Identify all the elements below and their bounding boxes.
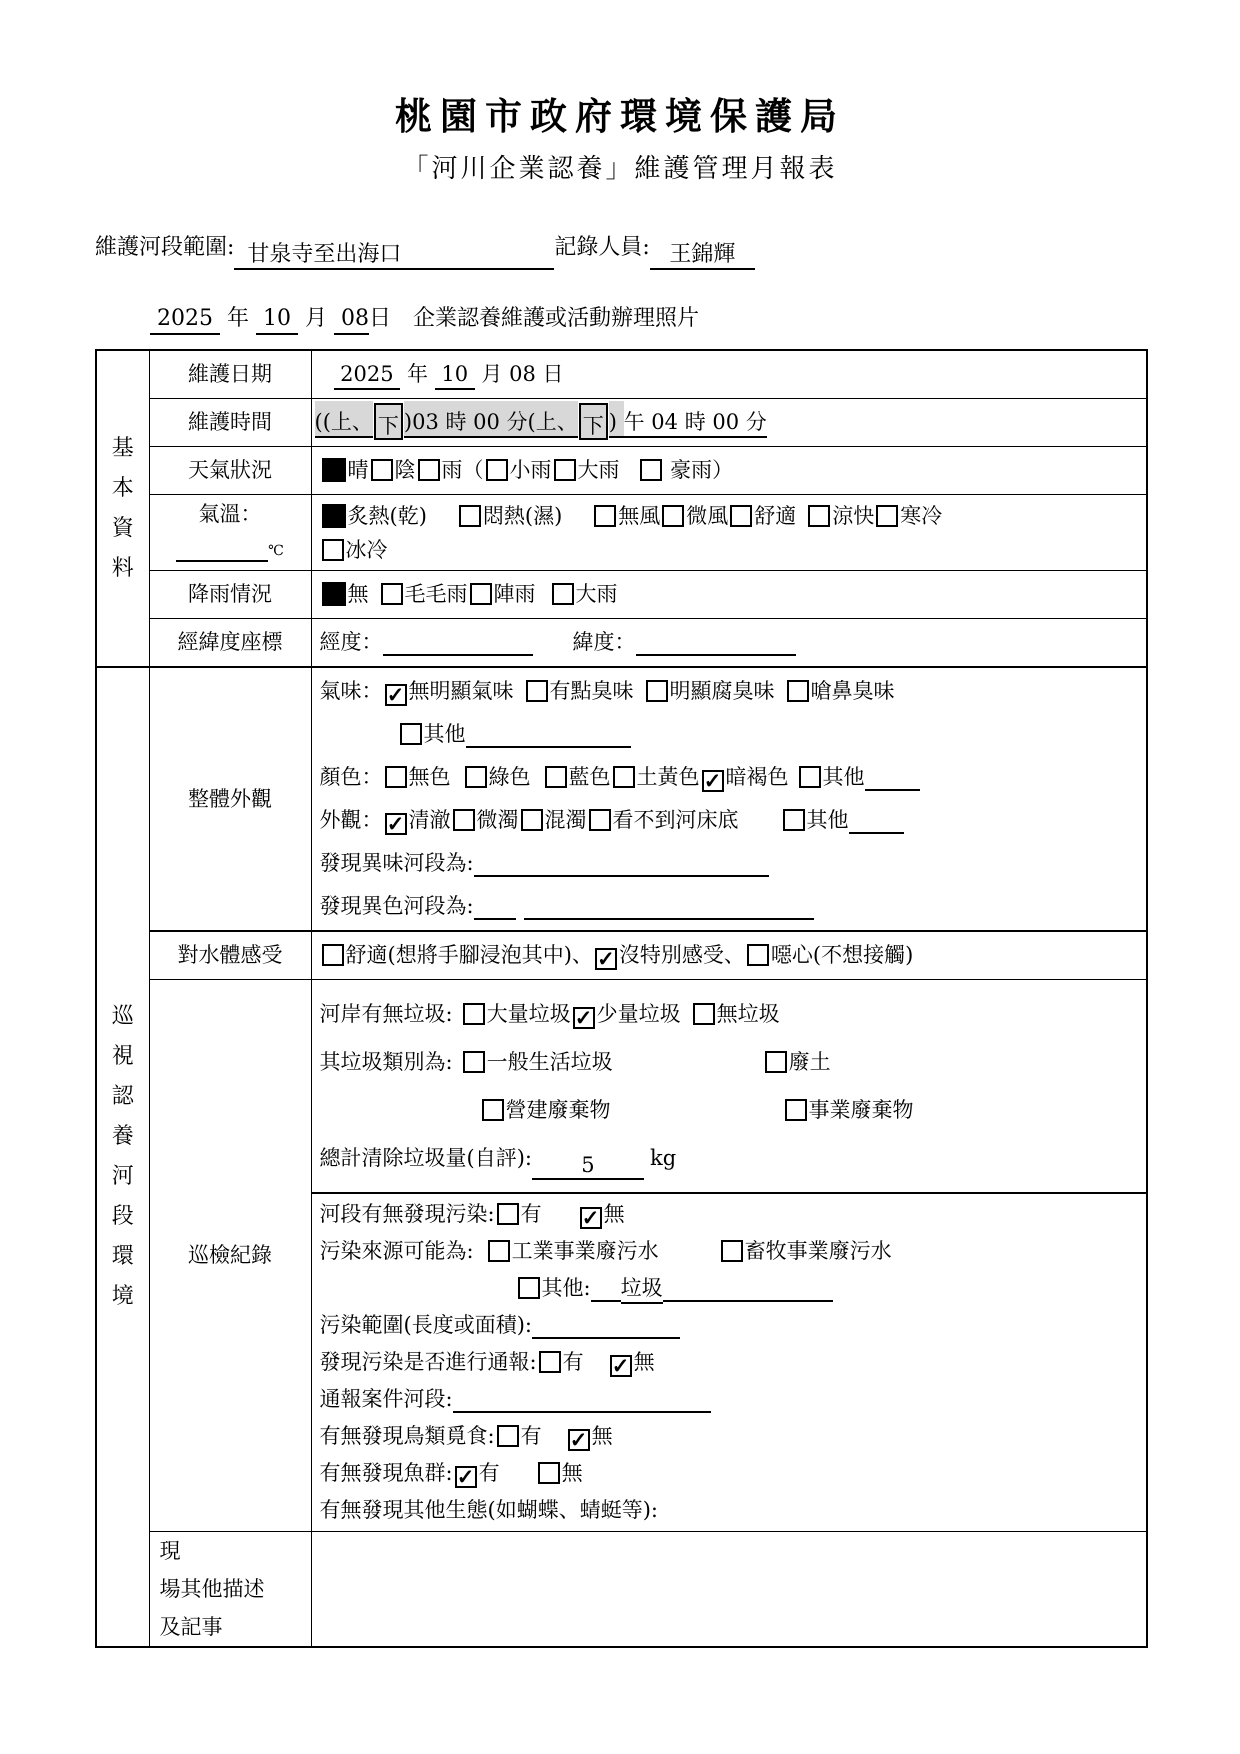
text-label: 噁心(不想接觸) [770,943,914,967]
row-label-coordinates [149,619,311,668]
page-title: 桃園市政府環境保護局 [395,94,845,138]
text-label: 有點臭味 [549,679,634,703]
text-label: 無 [347,582,369,606]
text-label: 有 [478,1460,500,1485]
spacer [531,783,543,784]
weather-overcast-checkbox[interactable] [371,459,393,481]
pollution-reported-yes-checkbox[interactable] [539,1351,561,1373]
trash-type-industrial-checkbox[interactable] [785,1099,807,1121]
row-label-temperature [149,495,311,571]
spacer [453,1068,461,1069]
text-label: 經度： [319,630,383,654]
appearance-clear-checkbox[interactable]: ✓ [385,813,407,835]
group-label-char: 視 [111,1043,134,1069]
text-label: 晴 [347,458,369,482]
text-label: 清澈 [408,808,451,832]
text-label: 污染範圍(長度或面積): [319,1312,532,1337]
row-label-maintain-time [149,399,311,447]
pollution-other-value: 垃圾 [621,1276,663,1304]
text-label: 一般生活垃圾 [486,1049,613,1074]
river-section-field[interactable]: 甘泉寺至出海口 [234,240,554,270]
color-blue-checkbox[interactable] [545,766,567,788]
text-label: 無 [633,1349,655,1374]
spacer [514,697,524,698]
text-label: 天氣狀況 [188,458,272,482]
trash-type-construction-checkbox[interactable] [482,1099,504,1121]
text-label: 午 04 時 00 分 [624,410,767,438]
text-label: 現 [159,1538,181,1563]
spacer [320,380,334,381]
group-label-char: 巡 [111,1003,134,1029]
text-label: 月 08 日 [474,362,564,386]
wind-none-checkbox[interactable] [594,505,616,527]
text-label: 氣溫： [198,502,262,526]
group-label-char: 本 [111,475,134,501]
text-label: 經緯度座標 [177,630,283,654]
group-label-char: 料 [111,555,134,581]
pollution-extent-field[interactable] [532,1309,680,1339]
trash-amount-field[interactable]: 5 [532,1150,644,1180]
report-table [95,349,1148,1648]
odor-pungent-checkbox[interactable] [787,680,809,702]
feel-nothing-special-checkbox[interactable]: ✓ [595,948,617,970]
maintain-month: 10 [435,362,475,390]
text-label: 畜牧事業廢污水 [744,1238,892,1263]
text-label: 暗褐色 [725,765,789,789]
spacer [542,1442,566,1443]
text-label: 發現異味河段為: [319,851,474,875]
text-label: 有無發現魚群: [319,1460,453,1485]
color-green-checkbox[interactable] [465,766,487,788]
spacer [474,1257,486,1258]
text-label: 豪雨） [663,458,734,482]
text-label: 其他 [822,765,865,789]
maintain-year: 2025 [334,362,401,390]
text-label: 無 [603,1201,625,1226]
row-content-patrol-record-pollution [311,1193,1147,1532]
row-label-site-notes [149,1531,311,1647]
text-label: 大雨 [577,458,620,482]
text-label: 河段有無發現污染: [319,1201,495,1226]
text-label: 看不到河床底 [612,808,739,832]
group-basic-info [96,350,149,667]
text-label: 緯度： [572,630,636,654]
spacer [584,1368,608,1369]
photo-year: 2025 [150,306,220,335]
feel-disgusted-checkbox[interactable] [747,944,769,966]
text-label: 綠色 [488,765,531,789]
group-label-char: 資 [111,515,134,541]
photo-date-line [150,297,1240,340]
text-label: 其他 [806,808,849,832]
wind-breeze-checkbox[interactable] [662,505,684,527]
spacer [789,783,797,784]
temp-cool-checkbox[interactable] [808,505,830,527]
text-label: 陣雨 [493,582,536,606]
fish-found-no-checkbox[interactable] [538,1462,560,1484]
spacer [796,522,806,523]
text-label: 及記事 [159,1614,223,1639]
pollution-source-other-checkbox[interactable] [518,1277,540,1299]
text-label: 有無發現其他生態(如蝴蝶、蜻蜓等): [319,1497,658,1522]
photo-caption: 日 企業認養維護或活動辦理照片 [368,306,699,331]
text-label: 雨（ [441,458,484,482]
text-label: 陰 [394,458,416,482]
appearance-other-field[interactable] [849,804,904,834]
text-label: 有 [520,1201,542,1226]
trash-type-household-checkbox[interactable] [463,1051,485,1073]
spacer [516,912,524,913]
temp-scorching-dry-checkbox[interactable] [322,504,346,528]
birds-found-yes-checkbox[interactable] [497,1425,519,1447]
row-label-water-feeling [149,931,311,980]
color-colorless-checkbox[interactable] [385,766,407,788]
color-section-field-2[interactable] [524,890,814,920]
text-label: 無 [591,1423,613,1448]
spacer [681,1020,691,1021]
row-label-patrol-record [149,980,311,1532]
text-label: 舒適 [754,503,797,528]
text-label: 土黃色 [636,765,700,789]
trash-none-checkbox[interactable] [693,1003,715,1025]
odor-other-checkbox[interactable] [400,723,422,745]
text-label: 場其他描述 [159,1576,265,1601]
text-label: 大量垃圾 [486,1001,571,1026]
rain-shower-checkbox[interactable] [470,583,492,605]
photo-month: 10 [256,306,298,335]
spacer [562,522,592,523]
recorder-label: 記錄人員: [554,235,650,260]
feel-comfortable-checkbox[interactable] [322,944,344,966]
pollution-other-field-lead[interactable] [591,1272,621,1302]
text-label: 冰冷 [345,537,388,562]
rain-none-checkbox[interactable] [322,582,346,606]
text-label: 污染來源可能為: [319,1238,474,1263]
spacer [500,1479,536,1480]
river-section-label: 維護河段範圍: [95,235,235,260]
trash-type-waste-soil-checkbox[interactable] [765,1051,787,1073]
spacer [451,783,463,784]
trash-large-checkbox[interactable] [463,1003,485,1025]
odor-rotten-checkbox[interactable] [646,680,668,702]
text-label: ((上、 [315,401,373,438]
color-other-checkbox[interactable] [799,766,821,788]
weather-rain-checkbox[interactable] [418,459,440,481]
spacer [320,740,398,741]
row-content-weather [311,447,1147,495]
spacer [659,1257,719,1258]
text-label: 少量垃圾 [596,1001,681,1026]
text-label: 毛毛雨 [404,582,468,606]
text-label: 氣味： [319,679,383,703]
row-label-maintain-date [149,350,311,399]
group-label-char: 河 [111,1163,134,1189]
text-label: 巡檢紀錄 [188,1242,272,1267]
color-dark-brown-checkbox[interactable]: ✓ [702,770,724,792]
group-label-char: 認 [111,1083,134,1109]
trash-small-checkbox[interactable]: ✓ [573,1007,595,1029]
row-content-overall-appearance [311,667,1147,931]
spacer [536,600,550,601]
text-label: 無垃圾 [716,1001,780,1026]
text-label: 小雨 [509,458,552,482]
text-label: 通報案件河段: [319,1386,453,1411]
group-patrol-environment [96,667,149,1647]
fish-found-yes-checkbox[interactable]: ✓ [455,1466,477,1488]
spacer [533,648,573,649]
text-label: 事業廢棄物 [808,1097,914,1122]
spacer [369,600,379,601]
text-label: 無色 [408,765,451,789]
text-label: 工業事業廢污水 [511,1238,659,1263]
weather-light-rain-checkbox[interactable] [486,459,508,481]
group-label-char: 環 [111,1243,134,1269]
group-label-char: 基 [111,435,134,461]
text-label: 涼快 [832,503,875,528]
row-label-overall-appearance [149,667,311,931]
text-label: 大雨 [575,582,618,606]
text-label: 嗆鼻臭味 [810,679,895,703]
spacer [453,1020,461,1021]
temperature-value-field[interactable] [176,532,268,562]
appearance-other-checkbox[interactable] [783,809,805,831]
row-content-coordinates [311,619,1147,668]
text-label: 微濁 [476,808,519,832]
odor-other-field[interactable] [466,718,631,748]
pollution-source-livestock-checkbox[interactable] [721,1240,743,1262]
reported-section-field[interactable] [453,1383,711,1413]
text-label: 營建廢棄物 [505,1097,611,1122]
text-label: 有無發現鳥類覓食: [319,1423,495,1448]
text-label: 維護日期 [188,362,272,386]
group-label-char: 養 [111,1123,134,1149]
boxed-char: 下 [374,403,403,440]
spacer [320,1294,516,1295]
latitude-field[interactable] [636,626,796,656]
group-label-char: 境 [111,1283,134,1309]
spacer [320,1116,480,1117]
text-label: 寒冷 [900,503,943,528]
spacer [634,697,644,698]
temp-comfortable-checkbox[interactable] [730,505,752,527]
header-fields [95,226,1240,270]
photo-day: 08 [334,306,369,335]
page-subtitle: 「河川企業認養」維護管理月報表 [402,154,838,184]
text-label: 藍色 [568,765,611,789]
text-label: 其他: [541,1275,591,1300]
text-label: 維護時間 [188,410,272,434]
text-label: 廢土 [788,1049,831,1074]
row-content-rainfall [311,571,1147,619]
text-label: 沒特別感受、 [618,943,745,967]
weather-torrential-rain-checkbox[interactable] [640,459,662,481]
spacer [775,697,785,698]
color-section-field-1[interactable] [474,890,516,920]
appearance-turbid-checkbox[interactable] [521,809,543,831]
color-yellow-brown-checkbox[interactable] [613,766,635,788]
pollution-found-no-checkbox[interactable]: ✓ [580,1207,602,1229]
pollution-source-industrial-checkbox[interactable] [488,1240,510,1262]
longitude-field[interactable] [383,626,533,656]
text-label: 微風 [686,503,729,528]
text-label: 外觀： [319,808,383,832]
row-content-site-notes [311,1531,1147,1647]
text-label: 無風 [618,503,661,528]
text-label: 顏色： [319,765,383,789]
temp-cold-checkbox[interactable] [876,505,898,527]
row-content-maintain-date [311,350,1147,399]
text-label: 總計清除垃圾量(自評): [319,1145,532,1170]
text-label: 對水體感受 [177,943,283,967]
appearance-slightly-turbid-checkbox[interactable] [453,809,475,831]
text-label: 舒適(想將手腳浸泡其中)、 [345,943,593,967]
text-label: 明顯腐臭味 [669,679,775,703]
spacer [542,1220,578,1221]
text-label: 無 [561,1460,583,1485]
text-label: 其垃圾類別為: [319,1049,453,1074]
pollution-found-yes-checkbox[interactable] [497,1203,519,1225]
row-content-water-feeling [311,931,1147,980]
row-label-weather [149,447,311,495]
text-label: 發現污染是否進行通報: [319,1349,537,1374]
row-content-maintain-time [311,399,1147,447]
temp-freezing-checkbox[interactable] [322,539,344,561]
text-label: 有 [562,1349,584,1374]
rain-drizzle-checkbox[interactable] [381,583,403,605]
text-label: 河岸有無垃圾: [319,1001,453,1026]
color-other-field[interactable] [865,761,920,791]
odor-slight-checkbox[interactable] [526,680,548,702]
spacer [620,476,638,477]
text-label: ℃ [268,543,284,559]
row-content-patrol-record-trash [311,980,1147,1193]
spacer [427,522,457,523]
text-label: 發現異色河段為: [319,894,474,918]
recorder-field[interactable]: 王錦輝 [650,240,755,270]
text-label: 其他 [423,722,466,746]
text-label: 年 [400,362,435,386]
weather-heavy-rain-checkbox[interactable] [554,459,576,481]
text-label: ) [609,401,624,438]
spacer [611,1116,783,1117]
text-label: kg [649,1145,677,1170]
group-label-char: 段 [111,1203,134,1229]
rain-heavy-checkbox[interactable] [552,583,574,605]
odor-none-checkbox[interactable]: ✓ [385,684,407,706]
text-label: 年 [219,306,256,331]
row-label-rainfall [149,571,311,619]
temp-muggy-humid-checkbox[interactable] [459,505,481,527]
text-label: 月 [297,306,334,331]
odor-section-field[interactable] [474,847,769,877]
appearance-riverbed-invisible-checkbox[interactable] [589,809,611,831]
text-label: 混濁 [544,808,587,832]
text-label: 無明顯氣味 [408,679,514,703]
weather-sunny-checkbox[interactable] [322,458,346,482]
text-label: 有 [520,1423,542,1448]
row-content-temperature [311,495,1147,571]
text-label: )03 時 00 分(上、 [404,401,578,438]
pollution-reported-no-checkbox[interactable]: ✓ [610,1355,632,1377]
boxed-char: 下 [579,403,608,440]
text-label: 炙熱(乾) [347,503,427,528]
text-label: 悶熱(濕) [482,503,563,528]
text-label: 整體外觀 [188,786,272,811]
spacer [739,826,781,827]
text-label: 降雨情況 [188,582,272,606]
birds-found-no-checkbox[interactable]: ✓ [568,1429,590,1451]
pollution-other-field[interactable] [663,1272,833,1302]
spacer [613,1068,763,1069]
